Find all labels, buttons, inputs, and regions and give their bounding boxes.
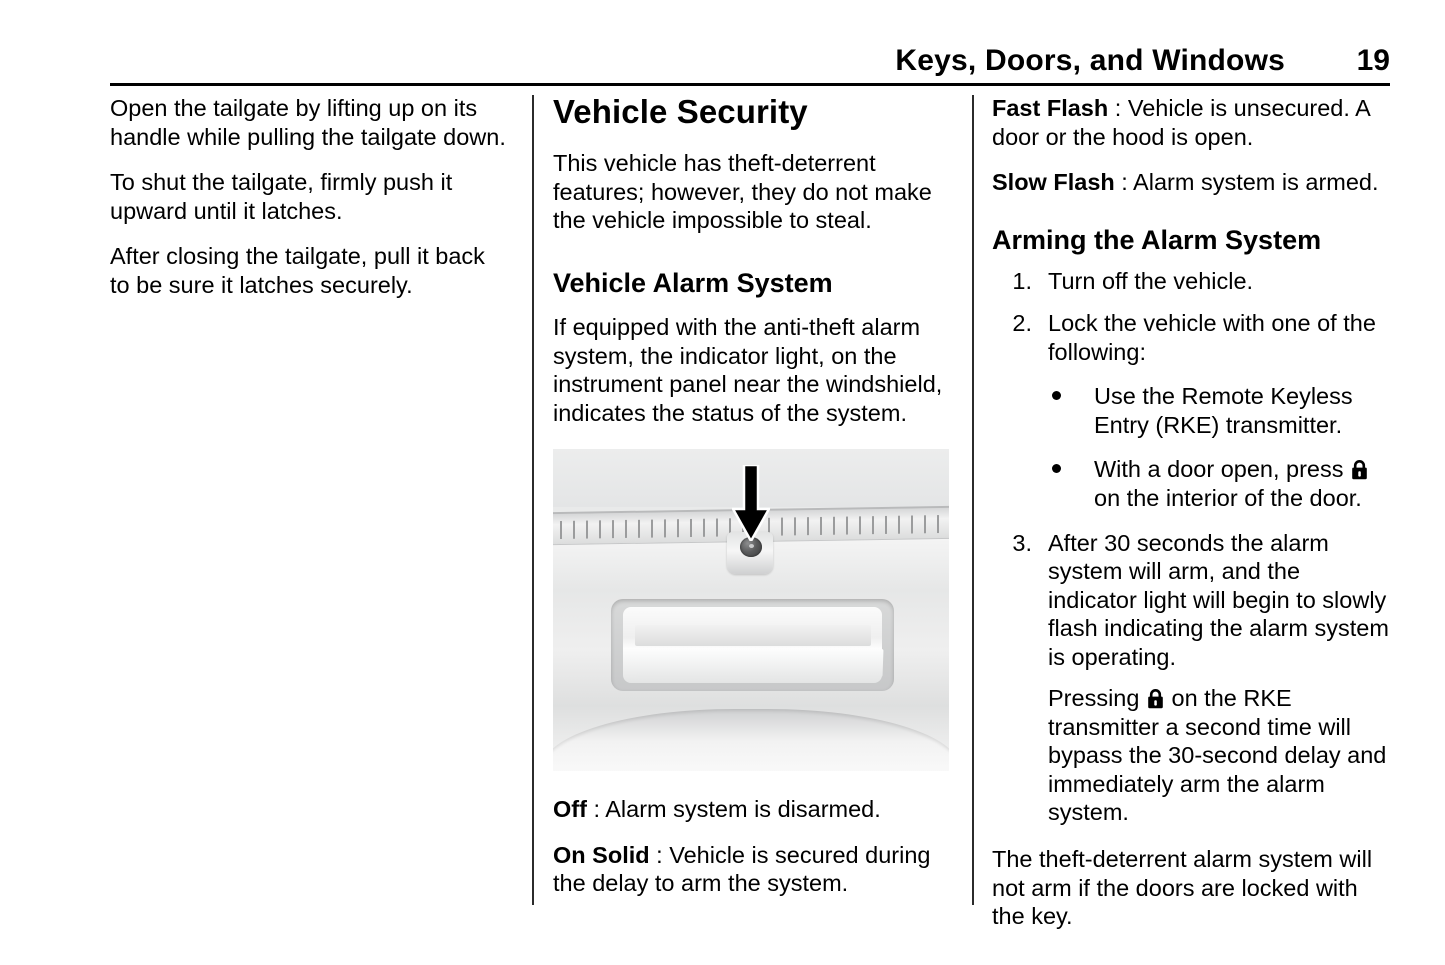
status-description-on-solid: Vehicle is secured during the delay to arm the system.	[553, 841, 931, 897]
page-header	[110, 44, 1390, 86]
status-item-slow-flash	[992, 168, 1392, 197]
bullet-dot-icon	[1052, 464, 1061, 473]
status-item-on-solid	[553, 841, 953, 898]
step-text-1: Turn off the vehicle.	[1048, 267, 1254, 294]
status-term-fast-flash: Fast Flash	[992, 95, 1109, 121]
step-number-1: 1.	[1012, 267, 1032, 294]
status-description-fast-flash: Vehicle is unsecured. A door or the hood is open.	[992, 95, 1370, 150]
paragraph-alarm-indicator: If equipped with the anti-theft alarm system, the indicator light, on the instrument panel near the windshield, indicates the status of the system.	[553, 313, 943, 426]
bullet-text-door-lock-before: With a door open, press	[1094, 456, 1351, 483]
arming-steps-list	[992, 267, 1392, 827]
lock-icon	[1147, 689, 1164, 709]
status-term-on-solid: On Solid	[553, 841, 650, 868]
subsection-heading-vehicle-alarm-system: Vehicle Alarm System	[553, 267, 833, 298]
figure-tailgate-camera	[553, 449, 949, 771]
step-3-text-before-icon: Pressing	[1048, 685, 1146, 712]
right-column	[992, 94, 1392, 948]
step-3-text-after-icon: on the RKE transmitter a second time will bypass the 30-second delay and immediately arm the alarm system.	[1048, 685, 1387, 826]
status-item-fast-flash	[992, 94, 1392, 151]
status-term-slow-flash: Slow Flash	[992, 169, 1115, 196]
step-text-3-part1: After 30 seconds the alarm system will arm, and the indicator light will begin to slowly flash indicating the alarm system is operating.	[1048, 529, 1389, 670]
bullet-text-door-lock-after: on the interior of the door.	[1094, 484, 1362, 511]
down-arrow-icon	[732, 465, 770, 541]
column-divider-right	[972, 95, 974, 905]
step-number-2: 2.	[1012, 310, 1032, 337]
subsection-heading-arming-the-alarm-system: Arming the Alarm System	[992, 224, 1322, 255]
paragraph-open-tailgate: Open the tailgate by lifting up on its handle while pulling the tailgate down.	[110, 95, 506, 150]
status-item-off	[553, 795, 953, 824]
step-text-2: Lock the vehicle with one of the following:	[1048, 310, 1376, 365]
page-title: Keys, Doors, and Windows	[895, 44, 1285, 77]
status-colon-fast-flash: :	[1114, 95, 1122, 121]
column-divider-left	[532, 95, 534, 905]
paragraph-shut-tailgate: To shut the tailgate, firmly push it upward until it latches.	[110, 169, 453, 224]
status-colon-on-solid: :	[656, 841, 663, 868]
list-item-bullet-rke	[1048, 382, 1392, 439]
paragraph-latch-check: After closing the tailgate, pull it back to be sure it latches securely.	[110, 243, 485, 298]
figure-handle-bar-lower	[637, 649, 884, 677]
list-item-step-3	[992, 529, 1392, 827]
middle-column	[553, 94, 953, 915]
lock-icon	[1351, 460, 1368, 480]
paragraph-theft-deterrent-intro: This vehicle has theft-deterrent features; however, they do not make the vehicle impossible to steal.	[553, 150, 932, 234]
bullet-text-rke: Use the Remote Keyless Entry (RKE) transmitter.	[1094, 383, 1353, 438]
status-colon-off: :	[593, 796, 600, 823]
figure-handle-bar-upper	[635, 625, 871, 646]
step-text-3-part2	[1048, 684, 1392, 827]
list-item-step-1	[992, 267, 1392, 296]
section-heading-vehicle-security: Vehicle Security	[553, 93, 808, 130]
bullet-dot-icon	[1052, 391, 1061, 400]
status-description-slow-flash: Alarm system is armed.	[1133, 169, 1379, 196]
page-number: 19	[1356, 44, 1390, 77]
header-rule	[110, 83, 1390, 86]
status-description-off: Alarm system is disarmed.	[605, 796, 881, 823]
left-column	[110, 94, 510, 316]
list-item-step-2	[992, 309, 1392, 512]
step-2-bullet-list	[1048, 382, 1392, 512]
list-item-bullet-door-lock	[1048, 455, 1392, 512]
status-colon-slow-flash: :	[1121, 169, 1128, 196]
paragraph-closing-note: The theft-deterrent alarm system will not arm if the doors are locked with the key.	[992, 845, 1373, 930]
step-number-3: 3.	[1012, 529, 1032, 556]
status-term-off: Off	[553, 796, 587, 823]
